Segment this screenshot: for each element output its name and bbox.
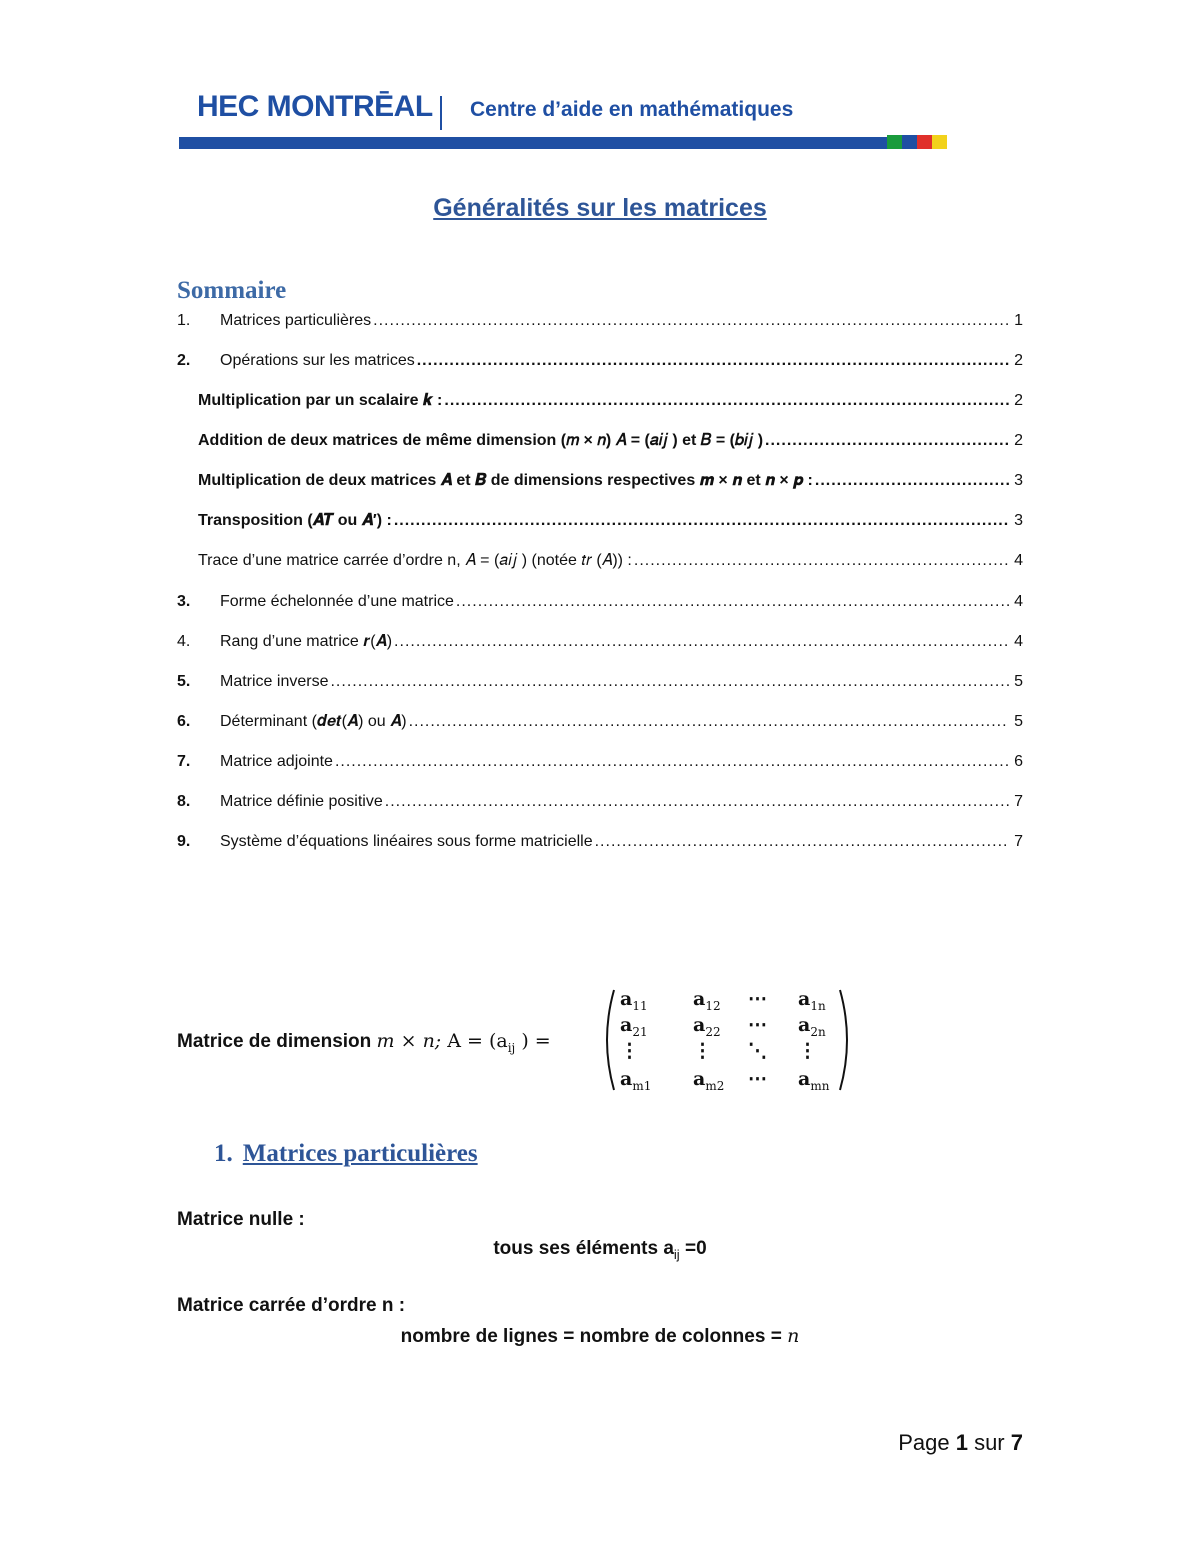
- toc-leader-dots: [335, 752, 1009, 772]
- toc-entry[interactable]: [177, 305, 1023, 331]
- toc-leader-dots: [456, 592, 1009, 612]
- matrix-cell: ⋯: [748, 1014, 767, 1036]
- toc-entry-page: 3: [1014, 472, 1023, 489]
- toc-leader-dots: [815, 471, 1009, 491]
- toc-entry-number: 5.: [177, 673, 191, 690]
- toc-entry-page: 6: [1014, 753, 1023, 770]
- matrix-dims: 𝑚 × 𝑛;: [376, 1030, 448, 1052]
- toc-leader-dots: [409, 712, 1009, 732]
- toc-entry-page: 2: [1014, 392, 1023, 409]
- toc-entry[interactable]: [177, 345, 1023, 371]
- toc-entry-text: Système d’équations linéaires sous forme matricielle: [220, 833, 593, 850]
- definition-sub: ij: [673, 1246, 680, 1262]
- toc-entry-text: Multiplication de deux matrices 𝑨 et 𝑩 de dimensions respectives 𝒎 × 𝒏 et 𝒏 × 𝒑 :: [198, 472, 813, 489]
- section-heading: [214, 1140, 478, 1168]
- toc-entry-number: 6.: [177, 713, 191, 730]
- header-subtitle: Centre d’aide en mathématiques: [470, 98, 794, 121]
- matrix-cell: ⋮: [693, 1040, 712, 1062]
- accent-square-green: [887, 135, 902, 149]
- toc-entry-number: 4.: [177, 633, 191, 650]
- toc-leader-dots: [394, 632, 1009, 652]
- toc-entry-number: 9.: [177, 833, 191, 850]
- matrix-cell: ⋱: [748, 1040, 767, 1062]
- matrix-name-end: ) =: [515, 1030, 551, 1052]
- toc-entry-page: 4: [1014, 593, 1023, 610]
- toc-entry-number: 3.: [177, 593, 191, 610]
- matrix-cell: $a_{22}$: [693, 1014, 721, 1039]
- toc-entry[interactable]: [198, 465, 1023, 491]
- matrix-cell: ⋮: [620, 1040, 639, 1062]
- toc-entry-number: 7.: [177, 753, 191, 770]
- toc-entry-page: 2: [1014, 352, 1023, 369]
- toc-entry-page: 3: [1014, 512, 1023, 529]
- matrix-display: [598, 988, 856, 1092]
- toc-entry-number: 2.: [177, 352, 191, 369]
- matrix-name-sub: ij: [507, 1040, 516, 1055]
- matrix-cell: $a_{mn}$: [798, 1068, 830, 1093]
- definition-var: 𝑛: [787, 1325, 800, 1347]
- page-total: 7: [1010, 1430, 1023, 1455]
- toc-leader-dots: [765, 431, 1009, 451]
- toc-entry-number: 1.: [177, 312, 191, 329]
- definition-body: [0, 1238, 1200, 1262]
- toc-entry[interactable]: [177, 826, 1023, 852]
- toc-entry-text: Matrices particulières: [220, 312, 372, 329]
- toc-leader-dots: [330, 672, 1009, 692]
- matrix-cell: $a_{11}$: [620, 988, 648, 1013]
- definition-heading: Matrice nulle :: [177, 1209, 305, 1230]
- matrix-label-text: Matrice de dimension: [177, 1031, 377, 1052]
- toc-entry-text: Forme échelonnée d’une matrice: [220, 593, 454, 610]
- toc-leader-dots: [394, 511, 1009, 531]
- definition-heading: Matrice carrée d’ordre n :: [177, 1295, 406, 1316]
- definition-body: [0, 1325, 1200, 1348]
- toc-entry-text: Transposition (𝑨𝑻 ou 𝑨′) :: [198, 512, 392, 529]
- toc-entry[interactable]: [177, 746, 1023, 772]
- toc-entry-text: Matrice adjointe: [220, 753, 333, 770]
- header-divider: [440, 96, 442, 130]
- matrix-name: A = (a: [447, 1030, 508, 1052]
- hec-logo: HEC MONTRĒAL: [197, 90, 433, 123]
- toc-entry-page: 1: [1014, 312, 1023, 329]
- accent-square-blue: [902, 135, 917, 149]
- toc-entry-page: 7: [1014, 793, 1023, 810]
- toc-entry[interactable]: [177, 706, 1023, 732]
- toc-entry[interactable]: [198, 505, 1023, 531]
- toc-entry-page: 2: [1014, 432, 1023, 449]
- toc-entry[interactable]: [198, 425, 1023, 451]
- matrix-cell: ⋮: [798, 1040, 817, 1062]
- toc-leader-dots: [444, 391, 1009, 411]
- toc-entry[interactable]: [177, 666, 1023, 692]
- toc-entry[interactable]: [177, 586, 1023, 612]
- definition-text: tous ses éléments a: [493, 1238, 674, 1259]
- toc-entry-text: Addition de deux matrices de même dimension (𝑚 × 𝑛) 𝐴 = (𝑎𝑖𝑗 ) et 𝐵 = (𝑏𝑖𝑗 ): [198, 432, 764, 449]
- header-bar: [179, 137, 887, 149]
- page-label: Page: [898, 1430, 956, 1455]
- toc-entry[interactable]: [198, 545, 1023, 571]
- accent-square-yellow: [932, 135, 947, 149]
- toc-entry-text: Matrice inverse: [220, 673, 329, 690]
- page-sep: sur: [967, 1430, 1011, 1455]
- definition-text-end: =0: [679, 1238, 707, 1259]
- toc-leader-dots: [417, 351, 1009, 371]
- toc-entry-page: 4: [1014, 633, 1023, 650]
- toc-leader-dots: [634, 551, 1009, 571]
- matrix-cell: ⋯: [748, 988, 767, 1010]
- toc-leader-dots: [385, 792, 1009, 812]
- toc-entry-text: Opérations sur les matrices: [220, 352, 415, 369]
- matrix-cell: $a_{m1}$: [620, 1068, 652, 1093]
- matrix-cell: $a_{m2}$: [693, 1068, 725, 1093]
- definition-text: nombre de lignes = nombre de colonnes =: [400, 1326, 788, 1347]
- matrix-cell: $a_{2n}$: [798, 1014, 826, 1039]
- toc-entry-page: 4: [1014, 552, 1023, 569]
- toc-entry-number: 8.: [177, 793, 191, 810]
- matrix-cell: $a_{12}$: [693, 988, 721, 1013]
- toc-entry-page: 7: [1014, 833, 1023, 850]
- toc-entry-text: Déterminant (𝒅𝒆𝒕(𝑨) ou 𝑨): [220, 713, 407, 730]
- toc-entry[interactable]: [177, 626, 1023, 652]
- toc-heading: Sommaire: [177, 277, 287, 304]
- toc-entry-text: Multiplication par un scalaire 𝒌 :: [198, 392, 443, 409]
- toc-leader-dots: [373, 311, 1009, 331]
- page-number: [898, 1430, 1023, 1456]
- toc-entry[interactable]: [177, 786, 1023, 812]
- toc-entry[interactable]: [198, 385, 1023, 411]
- matrix-cell: $a_{21}$: [620, 1014, 648, 1039]
- page-current: 1: [955, 1430, 968, 1455]
- toc-leader-dots: [595, 832, 1009, 852]
- toc-entry-text: Matrice définie positive: [220, 793, 383, 810]
- accent-square-red: [917, 135, 932, 149]
- document-title: Généralités sur les matrices: [433, 194, 767, 222]
- matrix-cell: ⋯: [748, 1068, 767, 1090]
- matrix-dimension-label: [177, 1030, 551, 1055]
- section-title: Matrices particulières: [242, 1140, 478, 1167]
- section-number: 1.: [214, 1140, 233, 1167]
- matrix-cell: $a_{1n}$: [798, 988, 826, 1013]
- toc-entry-page: 5: [1014, 673, 1023, 690]
- toc-entry-text: Trace d’une matrice carrée d’ordre n, 𝐴 = (𝑎𝑖𝑗 ) (notée 𝑡𝑟 (𝐴)) :: [198, 552, 632, 569]
- toc-entry-text: Rang d’une matrice 𝒓(𝑨): [220, 633, 393, 650]
- toc-entry-page: 5: [1014, 713, 1023, 730]
